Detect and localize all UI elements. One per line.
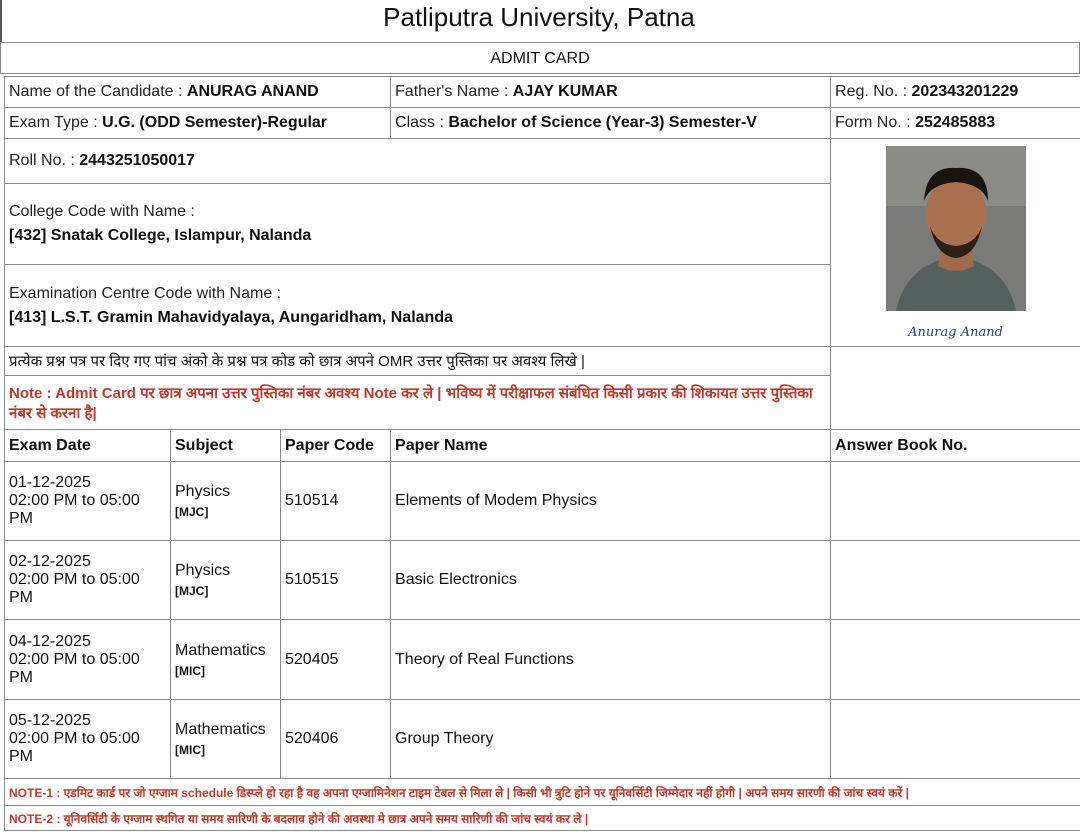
exam-date: 01-12-2025	[9, 474, 91, 491]
note-2: NOTE-2 : यूनिवर्सिटी के एग्जाम स्थगित या समय सारिणी के बदलाव होने की अवस्था मे छात्र अपने समय सारिणी की जांच स्वयं कर ले |	[5, 806, 1080, 831]
subject-type: [MJC]	[175, 505, 209, 519]
subject-cell	[171, 700, 281, 779]
centre-name: [413] L.S.T. Gramin Mahavidyalaya, Aungaridham, Nalanda	[9, 308, 453, 326]
note-1: NOTE-1 : एडमिट कार्ड पर जो एग्जाम schedule डिस्प्ले हो रहा है वह अपना एग्जामिनेशन टाइम टेबल से मिला ले | किसी भी त्रुटि होने पर यूनिवर्सिटी जिम्मेदार नहीं होगी | अपने समय सारणी की जांच स्वयं करें |	[5, 779, 1080, 806]
row-roll	[5, 139, 1080, 184]
candidate-name-label: Name of the Candidate :	[9, 83, 183, 100]
exam-date-cell	[5, 541, 171, 620]
candidate-photo-icon	[886, 146, 1026, 311]
roll-no-cell	[5, 139, 831, 184]
blank-cell	[831, 347, 1080, 430]
paper-code: 510514	[281, 462, 391, 541]
class-label: Class :	[395, 114, 444, 131]
father-name-cell	[391, 77, 831, 108]
paper-code: 520406	[281, 700, 391, 779]
class-cell	[391, 108, 831, 139]
subject-cell	[171, 620, 281, 700]
card-title: ADMIT CARD	[0, 42, 1080, 74]
row-exam-type	[5, 108, 1080, 139]
row-name	[5, 77, 1080, 108]
subject-type: [MIC]	[175, 743, 205, 757]
row-instruction	[5, 347, 1080, 376]
subject: Mathematics	[175, 721, 266, 738]
table-row	[5, 700, 1080, 779]
centre-cell	[5, 265, 831, 347]
photo-cell	[831, 139, 1080, 347]
exam-time: 02:00 PM to 05:00 PM	[9, 492, 140, 527]
father-name: AJAY KUMAR	[512, 83, 618, 100]
paper-name: Elements of Modem Physics	[391, 462, 831, 541]
table-row	[5, 541, 1080, 620]
father-name-label: Father's Name :	[395, 83, 509, 100]
reg-no: 202343201229	[911, 83, 1019, 100]
exam-type-label: Exam Type :	[9, 114, 98, 131]
subject-type: [MJC]	[175, 584, 209, 598]
row-note-1	[5, 779, 1080, 806]
exam-time: 02:00 PM to 05:00 PM	[9, 650, 140, 686]
paper-code: 520405	[281, 620, 391, 700]
college-label: College Code with Name :	[9, 203, 195, 220]
candidate-name-cell	[5, 77, 391, 108]
header-paper-code: Paper Code	[281, 430, 391, 462]
university-title: Patliputra University, Patna	[0, 0, 1076, 42]
admit-card-table	[4, 76, 1080, 831]
answer-book-no	[831, 700, 1080, 779]
reg-no-label: Reg. No. :	[835, 83, 908, 100]
exam-date-cell	[5, 700, 171, 779]
exam-date: 02-12-2025	[9, 553, 91, 570]
subject: Physics	[175, 483, 231, 500]
exam-type-cell	[5, 108, 391, 139]
form-no-cell	[831, 108, 1080, 139]
form-no: 252485883	[915, 114, 996, 131]
candidate-photo	[886, 146, 1026, 311]
candidate-signature: Anurag Anand	[908, 324, 1003, 340]
table-row	[5, 620, 1080, 700]
paper-name: Basic Electronics	[391, 541, 831, 620]
exam-date: 04-12-2025	[9, 632, 91, 650]
row-note-2	[5, 806, 1080, 831]
subject: Mathematics	[175, 641, 266, 659]
form-no-label: Form No. :	[835, 114, 911, 131]
answer-book-no	[831, 541, 1080, 620]
exam-time: 02:00 PM to 05:00 PM	[9, 571, 140, 606]
paper-name: Theory of Real Functions	[391, 620, 831, 700]
centre-label: Examination Centre Code with Name :	[9, 284, 282, 302]
answer-book-no	[831, 462, 1080, 541]
answer-book-no	[831, 620, 1080, 700]
note-main: Note : Admit Card पर छात्र अपना उत्तर पुस्तिका नंबर अवश्य Note कर ले | भविष्य में परीक्षाफल संबंधित किसी प्रकार की शिकायत उत्तर पुस्तिका नंबर से करना है|	[5, 376, 831, 430]
paper-name: Group Theory	[391, 700, 831, 779]
exam-type: U.G. (ODD Semester)-Regular	[102, 114, 328, 131]
subject-cell	[171, 541, 281, 620]
instruction-text: प्रत्येक प्रश्न पत्र पर दिए गए पांच अंको के प्रश्न पत्र कोड को छात्र अपने OMR उत्तर पुस्तिका पर अवश्य लिखे |	[5, 347, 831, 376]
roll-no: 2443251050017	[79, 152, 195, 169]
exam-time: 02:00 PM to 05:00 PM	[9, 730, 140, 765]
schedule-header	[5, 430, 1080, 462]
header-subject: Subject	[171, 430, 281, 462]
header-answer-book: Answer Book No.	[831, 430, 1080, 462]
header-exam-date: Exam Date	[5, 430, 171, 462]
class-value: Bachelor of Science (Year-3) Semester-V	[448, 114, 757, 131]
exam-date-cell	[5, 462, 171, 541]
subject: Physics	[175, 562, 231, 579]
table-row	[5, 462, 1080, 541]
subject-cell	[171, 462, 281, 541]
candidate-name: ANURAG ANAND	[186, 83, 319, 100]
roll-no-label: Roll No. :	[9, 152, 75, 169]
college-cell	[5, 184, 831, 265]
reg-no-cell	[831, 77, 1080, 108]
exam-date: 05-12-2025	[9, 712, 91, 729]
college-name: [432] Snatak College, Islampur, Nalanda	[9, 227, 312, 244]
exam-date-cell	[5, 620, 171, 700]
header-paper-name: Paper Name	[391, 430, 831, 462]
subject-type: [MIC]	[175, 663, 205, 678]
paper-code: 510515	[281, 541, 391, 620]
